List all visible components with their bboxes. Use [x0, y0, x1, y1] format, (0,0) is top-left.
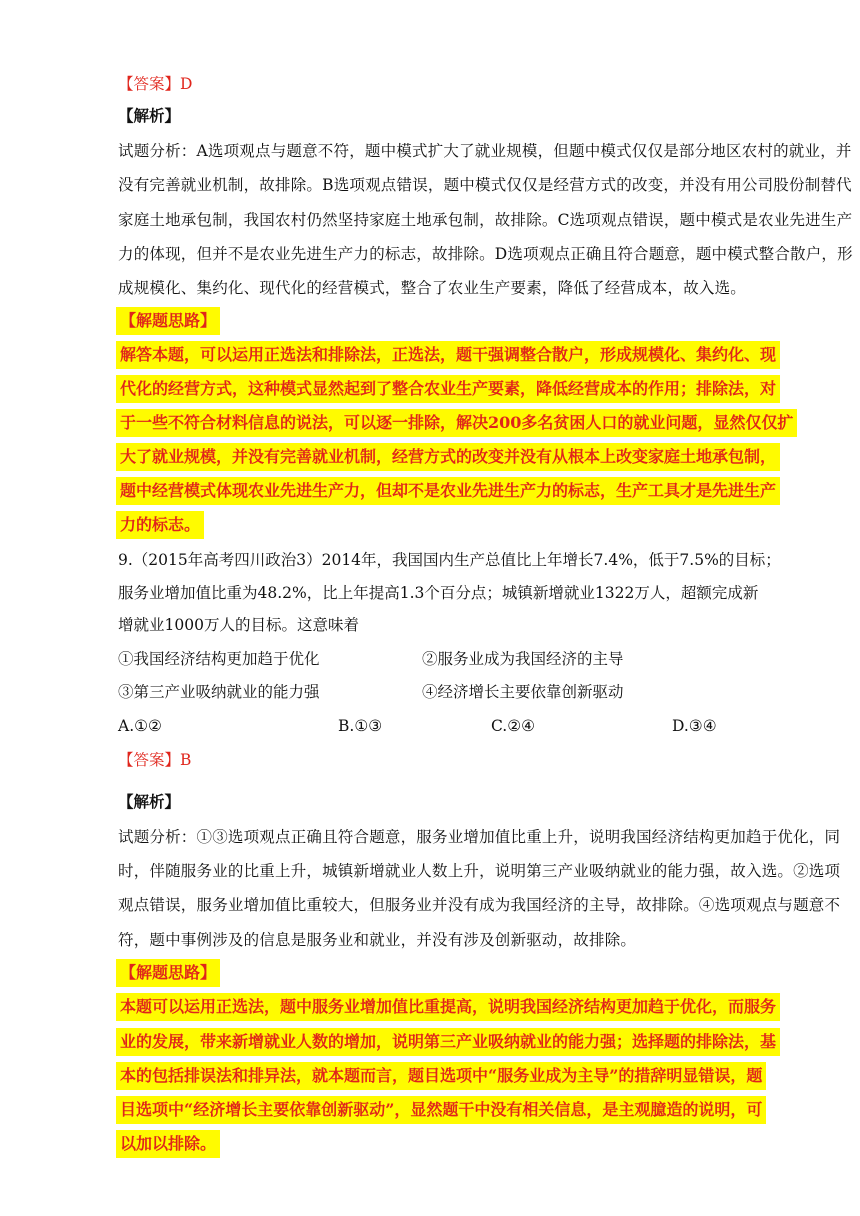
q9-choice-a: A.①②: [118, 717, 162, 735]
q9-tips-line: 本题可以运用正选法，题中服务业增加值比重提高，说明我国经济结构更加趋于优化，而服务: [116, 993, 780, 1021]
q8-tips-line: 力的标志。: [116, 511, 204, 539]
q9-tips-line: 目选项中“经济增长主要依靠创新驱动”，显然题干中没有相关信息，是主观臆造的说明，可: [116, 1096, 766, 1124]
q8-analysis-line: 试题分析：A选项观点与题意不符，题中模式扩大了就业规模，但题中模式仅仅是部分地区农村的就业，并: [118, 142, 852, 160]
q9-tips-line: 本的包括排误法和排异法，就本题而言，题目选项中“服务业成为主导”的措辞明显错误，题: [116, 1062, 766, 1090]
q9-tips-line: 以加以排除。: [116, 1130, 220, 1158]
q9-statement-3: ③第三产业吸纳就业的能力强: [118, 683, 320, 701]
q8-tips-line: 代化的经营方式，这种模式显然起到了整合农业生产要素，降低经营成本的作用；排除法，对: [116, 375, 780, 403]
q9-choice-b: B.①③: [338, 717, 383, 735]
q9-analysis-line: 观点错误，服务业增加值比重较大，但服务业并没有成为我国经济的主导，故排除。④选项观点与题意不: [118, 896, 841, 914]
q9-stem-line: 9.（2015年高考四川政治3）2014年，我国国内生产总值比上年增长7.4%，低于7.5%的目标；: [118, 551, 781, 569]
q9-statement-4: ④经济增长主要依靠创新驱动: [422, 683, 624, 701]
q9-analysis-heading: 【解析】: [118, 792, 181, 811]
q9-choice-c: C.②④: [491, 717, 536, 735]
q8-tips-line: 大了就业规模，并没有完善就业机制，经营方式的改变并没有从根本上改变家庭土地承包制，: [116, 443, 780, 471]
q8-analysis-line: 没有完善就业机制，故排除。B选项观点错误，题中模式仅仅是经营方式的改变，并没有用公司股份制替代: [118, 176, 852, 194]
q9-choice-d: D.③④: [672, 717, 717, 735]
q8-answer: 【答案】D: [118, 75, 193, 93]
q8-analysis-heading: 【解析】: [118, 106, 181, 125]
q9-analysis-line: 试题分析：①③选项观点正确且符合题意，服务业增加值比重上升，说明我国经济结构更加趋于优化，同: [118, 828, 841, 846]
q8-tips-heading: 【解题思路】: [116, 307, 220, 335]
q9-stem-line: 增就业1000万人的目标。这意味着: [118, 616, 359, 634]
q9-tips-line: 业的发展，带来新增就业人数的增加，说明第三产业吸纳就业的能力强；选择题的排除法，基: [116, 1028, 780, 1056]
q8-tips-line: 题中经营模式体现农业先进生产力，但却不是农业先进生产力的标志，生产工具才是先进生产: [116, 477, 780, 505]
q9-tips-heading: 【解题思路】: [116, 959, 220, 987]
q8-tips-line: 解答本题，可以运用正选法和排除法，正选法，题干强调整合散户，形成规模化、集约化、现: [116, 341, 780, 369]
q8-analysis-line: 成规模化、集约化、现代化的经营模式，整合了农业生产要素，降低了经营成本，故入选。: [118, 279, 747, 297]
q8-analysis-line: 家庭土地承包制，我国农村仍然坚持家庭土地承包制，故排除。C选项观点错误，题中模式是农业先进生产: [118, 211, 853, 229]
q8-analysis-line: 力的体现，但并不是农业先进生产力的标志，故排除。D选项观点正确且符合题意，题中模式整合散户，形: [118, 245, 853, 263]
q9-statement-2: ②服务业成为我国经济的主导: [422, 650, 624, 668]
q9-analysis-line: 时，伴随服务业的比重上升，城镇新增就业人数上升，说明第三产业吸纳就业的能力强，故入选。②选项: [118, 862, 841, 880]
q9-analysis-line: 符，题中事例涉及的信息是服务业和就业，并没有涉及创新驱动，故排除。: [118, 931, 637, 949]
q9-answer: 【答案】B: [118, 751, 192, 769]
q9-statement-1: ①我国经济结构更加趋于优化: [118, 650, 320, 668]
q8-tips-line: 于一些不符合材料信息的说法，可以逐一排除，解决200多名贫困人口的就业问题，显然仅仅扩: [116, 409, 797, 437]
q9-stem-line: 服务业增加值比重为48.2%，比上年提高1.3个百分点；城镇新增就业1322万人，超额完成新: [118, 584, 759, 602]
